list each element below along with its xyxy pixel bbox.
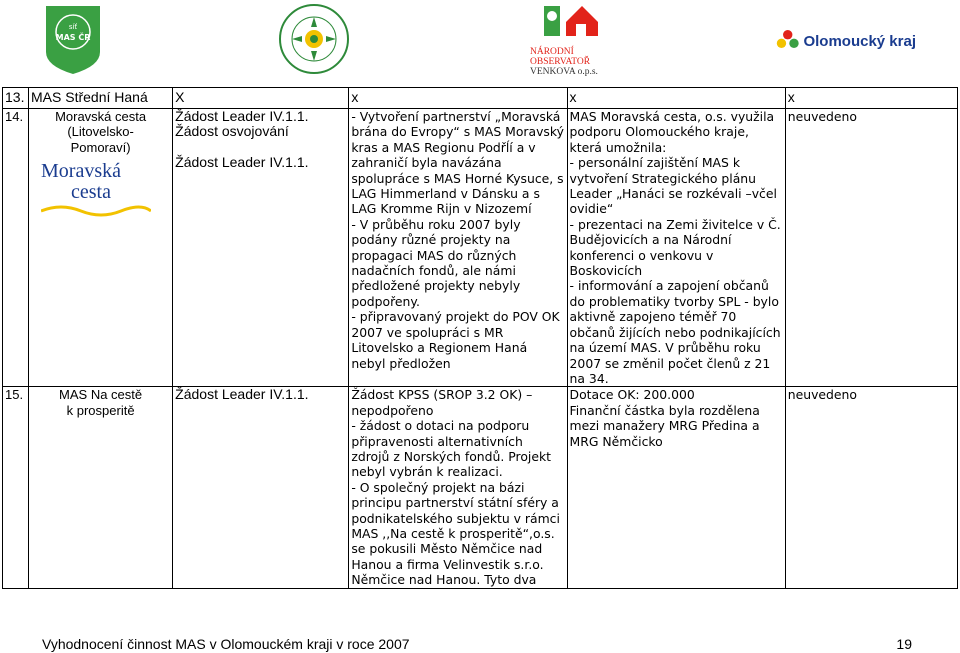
footer-text: Vyhodnocení činnost MAS v Olomouckém kraji v roce 2007 <box>42 636 410 652</box>
svg-text:MAS ČR: MAS ČR <box>55 33 91 42</box>
row-number: 13. <box>3 88 29 109</box>
moravska-logo-line1: Moravská <box>41 159 121 182</box>
table-row <box>3 387 958 588</box>
partnership-cell: - Vytvoření partnerství „Moravská brána do Evropy“ s MAS Moravský kras a MAS Regionu Podřĺí a v zahraničí byla navázána spolupráce s MAS Horné Kysuce, s LAG Himmerland v Dánsku a s LAG Kromme Rijn v Nizozemí - V průběhu roku 2007 byly podány různé projekty na propagaci MAS do různých nadačních fondů, ale námi předložené projekty nebyly podpořeny. - připravovaný projekt do POV OK 2007 ve spolupráci s MR Litovelsko a Regionem Haná nebyl předložen <box>349 109 567 387</box>
partnership-cell: x <box>349 88 567 109</box>
observator-house-icon <box>530 2 620 42</box>
last-cell: neuvedeno <box>785 109 957 387</box>
narodni-sit-mas-logo <box>42 2 104 76</box>
grant-type: Žádost Leader IV.1.1. Žádost osvojování Žádost Leader IV.1.1. <box>173 109 349 387</box>
row-number: 15. <box>3 387 29 588</box>
moravska-logo-line2: cesta <box>71 180 111 203</box>
table-row <box>3 88 958 109</box>
grant-type: Žádost Leader IV.1.1. <box>173 387 349 588</box>
olomoucky-kraj-flower-icon <box>776 26 799 56</box>
cooperation-cell: x <box>567 88 785 109</box>
observator-line1: NÁRODNÍ <box>530 47 574 57</box>
mas-name: MAS Střední Haná <box>29 88 173 109</box>
svg-text:síť: síť <box>68 23 78 31</box>
spolek-obnova-venkova-logo <box>274 2 354 76</box>
narodni-observator-logo <box>530 2 620 78</box>
row-number: 14. <box>3 109 29 387</box>
observator-line3: VENKOVA o.p.s. <box>530 67 598 77</box>
mas-name: Moravská cesta (Litovelsko- Pomoraví) <box>55 109 147 155</box>
last-cell: x <box>785 88 957 109</box>
cooperation-cell: MAS Moravská cesta, o.s. využila podporu Olomouckého kraje, která umožnila: - personální zajištění MAS k vytvoření Strategického plánu Leader „Hanáci se rozkévali –včel ovidie“ - prezentaci na Zemi živitelce v Č. Budějovicích a na Národní konferenci o venkovu v Boskovicích - informování a zapojení občanů do problematiky tvorby SPL - bylo aktivně zapojeno téměř 70 občanů žijících nebo podnikajících na území MAS. V průběhu roku 2007 se změnil počet členů z 21 na 34. <box>567 109 785 387</box>
last-cell: neuvedeno <box>785 387 957 588</box>
mas-table <box>2 87 958 589</box>
page-number: 19 <box>896 636 912 652</box>
observator-line2: OBSERVATOŘ <box>530 57 591 67</box>
cooperation-cell: Dotace OK: 200.000 Finanční částka byla rozdělena mezi manažery MRG Předina a MRG Němčicko <box>567 387 785 588</box>
table-row <box>3 109 958 387</box>
mas-name-cell <box>29 109 173 387</box>
olomoucky-kraj-logo <box>776 18 916 64</box>
grant-type: X <box>173 88 349 109</box>
partnership-cell: Žádost KPSS (SROP 3.2 OK) – nepodpořeno - žádost o dotaci na podporu připravenosti alternativních zdrojů z Norských fondů. Projekt nebyl vybrán k realizaci. - O společný projekt na bázi principu partnerství státní sféry a podnikatelského subjektu v rámci MAS ,,Na cestě k prosperitě“,o.s. se pokusili Město Němčice nad Hanou a firma Velinvestik s.r.o. Němčice nad Hanou. Tyto dva <box>349 387 567 588</box>
mas-name: MAS Na cestě k prosperitě <box>29 387 173 588</box>
olomoucky-kraj-text: Olomoucký kraj <box>803 32 916 50</box>
page-footer <box>42 636 912 652</box>
moravska-cesta-logo <box>41 161 151 223</box>
moravska-logo-wave-icon <box>41 203 151 217</box>
logo-bar <box>0 0 960 80</box>
